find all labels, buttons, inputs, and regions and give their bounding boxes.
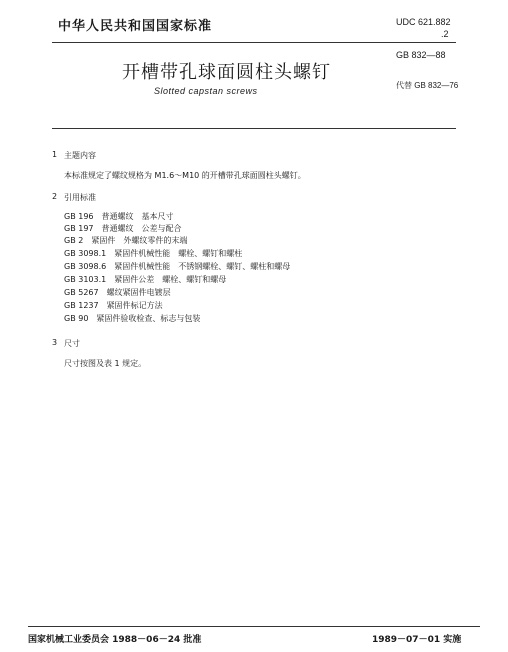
standard-org-title: 中华人民共和国国家标准 [58, 19, 213, 34]
header-rule [52, 42, 456, 43]
approval-note: 国家机械工业委员会 1988－06－24 批准 [28, 635, 202, 645]
reference-item: GB 90 紧固件验收检查、标志与包装 [64, 314, 201, 323]
section-3-body: 尺寸按图及表 1 规定。 [64, 359, 147, 368]
reference-item: GB 2 紧固件 外螺纹零件的末端 [64, 236, 188, 245]
section-3-number: 3 [52, 338, 58, 347]
document-title: 开槽带孔球面圆柱头螺钉 [122, 62, 331, 83]
reference-item: GB 197 普通螺纹 公差与配合 [64, 224, 182, 233]
section-1-heading: 主题内容 [64, 151, 96, 160]
section-2-heading: 引用标准 [64, 193, 96, 202]
replaces-note: 代替 GB 832—76 [396, 81, 459, 90]
implementation-date: 1989－07－01 实施 [372, 635, 462, 645]
section-3-heading: 尺寸 [64, 339, 80, 348]
english-title: Slotted capstan screws [154, 86, 258, 96]
footer-rule [28, 626, 480, 627]
title-rule [52, 128, 456, 129]
section-1-body: 本标准规定了螺纹规格为 M1.6～M10 的开槽带孔球面圆柱头螺钉。 [64, 171, 306, 180]
reference-item: GB 3103.1 紧固件公差 螺栓、螺钉和螺母 [64, 275, 227, 284]
section-1-number: 1 [52, 150, 58, 159]
udc-code-suffix: .2 [441, 29, 449, 39]
gb-number: GB 832—88 [396, 50, 446, 60]
reference-item: GB 1237 紧固件标记方法 [64, 301, 163, 310]
reference-item: GB 196 普通螺纹 基本尺寸 [64, 212, 174, 221]
udc-code: UDC 621.882 [396, 17, 451, 27]
reference-item: GB 3098.6 紧固件机械性能 不锈钢螺栓、螺钉、螺柱和螺母 [64, 262, 291, 271]
reference-item: GB 5267 螺纹紧固件电镀层 [64, 288, 171, 297]
section-2-number: 2 [52, 192, 58, 201]
reference-item: GB 3098.1 紧固件机械性能 螺栓、螺钉和螺柱 [64, 249, 243, 258]
